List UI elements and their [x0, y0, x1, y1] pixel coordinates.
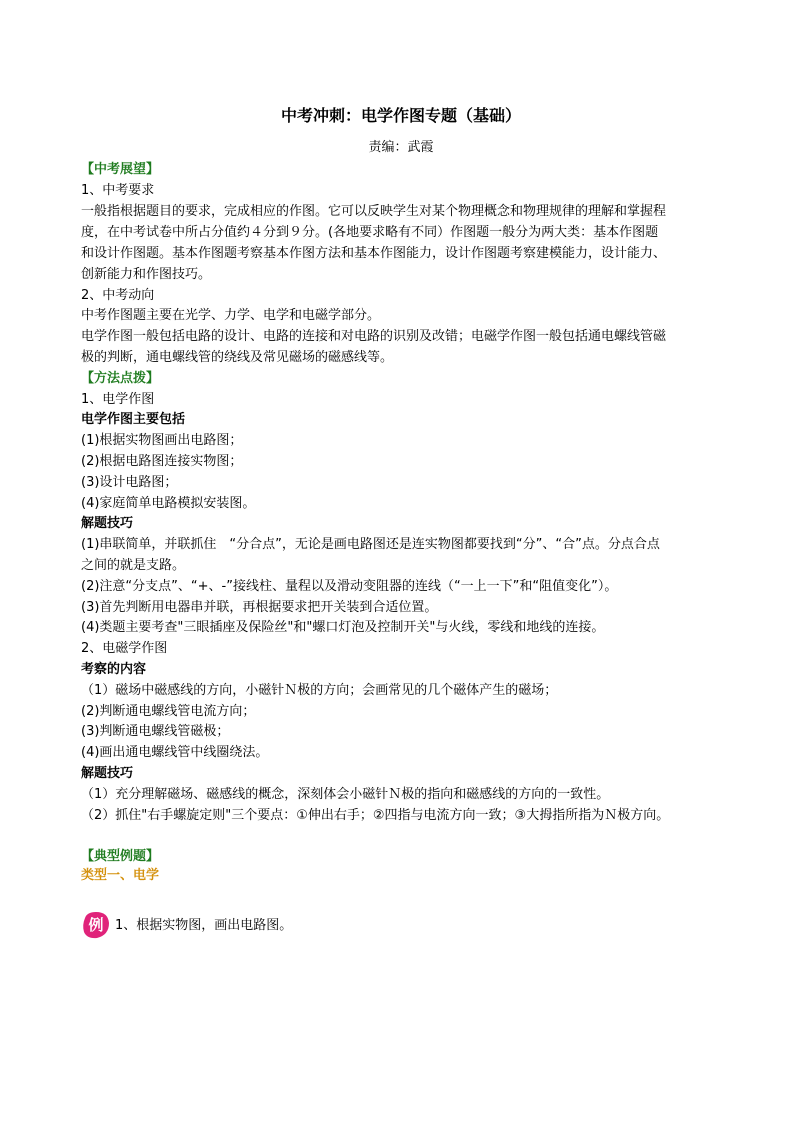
- list-item: 之间的就是支路。: [81, 558, 186, 573]
- paragraph-line: 创新能力和作图技巧。: [81, 267, 212, 282]
- example-badge-label: 例: [88, 916, 104, 934]
- paragraph-line: 中考作图题主要在光学、力学、电学和电磁学部分。: [81, 308, 381, 323]
- section-heading-outlook: 【中考展望】: [81, 162, 160, 177]
- list-item: （1）充分理解磁场、磁感线的概念，深刻体会小磁针Ｎ极的指向和磁感线的方向的一致性。: [81, 787, 610, 802]
- bold-heading: 电学作图主要包括: [81, 412, 186, 427]
- list-item: (4)类题主要考查"三眼插座及保险丝"和"螺口灯泡及控制开关"与火线，零线和地线的连接。: [81, 620, 605, 635]
- page-title: 中考冲刺：电学作图专题（基础）: [280, 106, 521, 125]
- paragraph-line: 极的判断，通电螺线管的绕线及常见磁场的磁感线等。: [81, 350, 394, 365]
- list-item: (3)首先判断用电器串并联，再根据要求把开关装到合适位置。: [81, 600, 438, 615]
- paragraph-line: 电学作图一般包括电路的设计、电路的连接和对电路的识别及改错；电磁学作图一般包括通电螺线管磁: [81, 329, 667, 344]
- paragraph-line: 和设计作图题。基本作图题考察基本作图方法和基本作图能力，设计作图题考察建模能力，设计能力、: [81, 246, 667, 261]
- list-item: (4)家庭简单电路模拟安装图。: [81, 496, 256, 511]
- list-item: (4)画出通电螺线管中线圈绕法。: [81, 745, 269, 760]
- subheading-electromagnetic: 2、电磁学作图: [81, 641, 168, 656]
- list-item: （2）抓住"右手螺旋定则"三个要点：①伸出右手；②四指与电流方向一致；③大拇指所指为Ｎ极方向。: [81, 808, 670, 823]
- subheading-requirements: 1、中考要求: [81, 183, 155, 198]
- bold-heading: 考察的内容: [81, 662, 147, 677]
- example-question: 1、根据实物图，画出电路图。: [115, 918, 293, 933]
- list-item: (2)注意“分支点”、“+、-”接线柱、量程以及滑动变阻器的连线（“一上一下”和“阻值变化”）。: [81, 579, 618, 594]
- paragraph-line: 度，在中考试卷中所占分值约４分到９分。(各地要求略有不同）作图题一般分为两大类：基本作图题: [81, 225, 659, 240]
- list-item: （1）磁场中磁感线的方向，小磁针Ｎ极的方向；会画常见的几个磁体产生的磁场；: [81, 683, 558, 698]
- example-badge-icon: [81, 910, 111, 940]
- list-item: (1)根据实物图画出电路图；: [81, 433, 243, 448]
- editor-line: 责编：武霞: [368, 140, 434, 155]
- bold-heading: 解题技巧: [81, 516, 134, 531]
- type-heading-electrical: 类型一、电学: [81, 868, 160, 883]
- subheading-trends: 2、中考动向: [81, 288, 155, 303]
- section-heading-examples: 【典型例题】: [81, 849, 160, 864]
- list-item: (3)判断通电螺线管磁极；: [81, 724, 230, 739]
- list-item: (3)设计电路图；: [81, 475, 178, 490]
- subheading-electrical: 1、电学作图: [81, 392, 155, 407]
- list-item: (2)根据电路图连接实物图；: [81, 454, 243, 469]
- paragraph-line: 一般指根据题目的要求，完成相应的作图。它可以反映学生对某个物理概念和物理规律的理解和掌握程: [81, 204, 667, 219]
- list-item: (2)判断通电螺线管电流方向；: [81, 704, 256, 719]
- bold-heading: 解题技巧: [81, 766, 134, 781]
- section-heading-method: 【方法点拨】: [81, 371, 160, 386]
- list-item: (1)串联简单，并联抓住 “分合点”，无论是画电路图还是连实物图都要找到“分”、“合”点。分点合点: [81, 537, 660, 552]
